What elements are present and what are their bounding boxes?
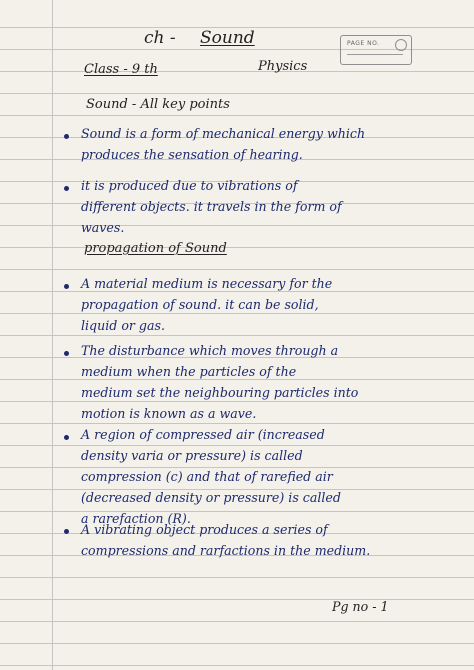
- page-number-box-label: PAGE NO.: [347, 40, 380, 47]
- bullet-line: produces the sensation of hearing.: [81, 147, 303, 162]
- bullet-line: A vibrating object produces a series of: [81, 522, 328, 537]
- bullet-dot: [64, 186, 69, 191]
- section-heading-propagation: propagation of Sound: [84, 241, 227, 256]
- bullet-dot: [64, 134, 69, 139]
- bullet-line: propagation of sound. it can be solid,: [81, 297, 319, 312]
- subject-label: Physics: [258, 59, 308, 74]
- bullet-dot: [64, 529, 69, 534]
- bullet-line: a rarefaction (R).: [81, 511, 191, 526]
- bullet-line: The disturbance which moves through a: [81, 343, 339, 358]
- topic-title: Sound: [200, 28, 255, 48]
- page-number-box-line: [347, 54, 403, 55]
- page-number-footer: Pg no - 1: [332, 599, 389, 614]
- bullet-dot: [64, 351, 69, 356]
- bullet-line: (decreased density or pressure) is called: [81, 490, 341, 505]
- bullet-line: motion is known as a wave.: [81, 406, 257, 421]
- bullet-line: A material medium is necessary for the: [81, 276, 333, 291]
- bullet-line: Sound is a form of mechanical energy which: [81, 126, 366, 141]
- bullet-line: medium when the particles of the: [81, 364, 297, 379]
- bullet-line: compression (c) and that of rarefied air: [81, 469, 333, 484]
- page-number-box: [340, 35, 412, 65]
- bullet-dot: [64, 435, 69, 440]
- bullet-line: density varia or pressure) is called: [81, 448, 303, 463]
- bullet-line: it is produced due to vibrations of: [81, 178, 298, 193]
- chapter-label: ch -: [144, 28, 176, 48]
- bullet-line: A region of compressed air (increased: [81, 427, 325, 442]
- class-label: Class - 9 th: [84, 62, 158, 77]
- bullet-line: different objects. it travels in the form of: [81, 199, 342, 214]
- margin-line: [52, 0, 53, 670]
- bullet-line: liquid or gas.: [81, 318, 165, 333]
- bullet-line: medium set the neighbouring particles into: [81, 385, 359, 400]
- bullet-line: waves.: [81, 220, 125, 235]
- brand-logo-icon: [395, 39, 407, 51]
- bullet-dot: [64, 284, 69, 289]
- section-heading-key-points: Sound - All key points: [86, 97, 230, 112]
- bullet-line: compressions and rarfactions in the medium.: [81, 543, 371, 558]
